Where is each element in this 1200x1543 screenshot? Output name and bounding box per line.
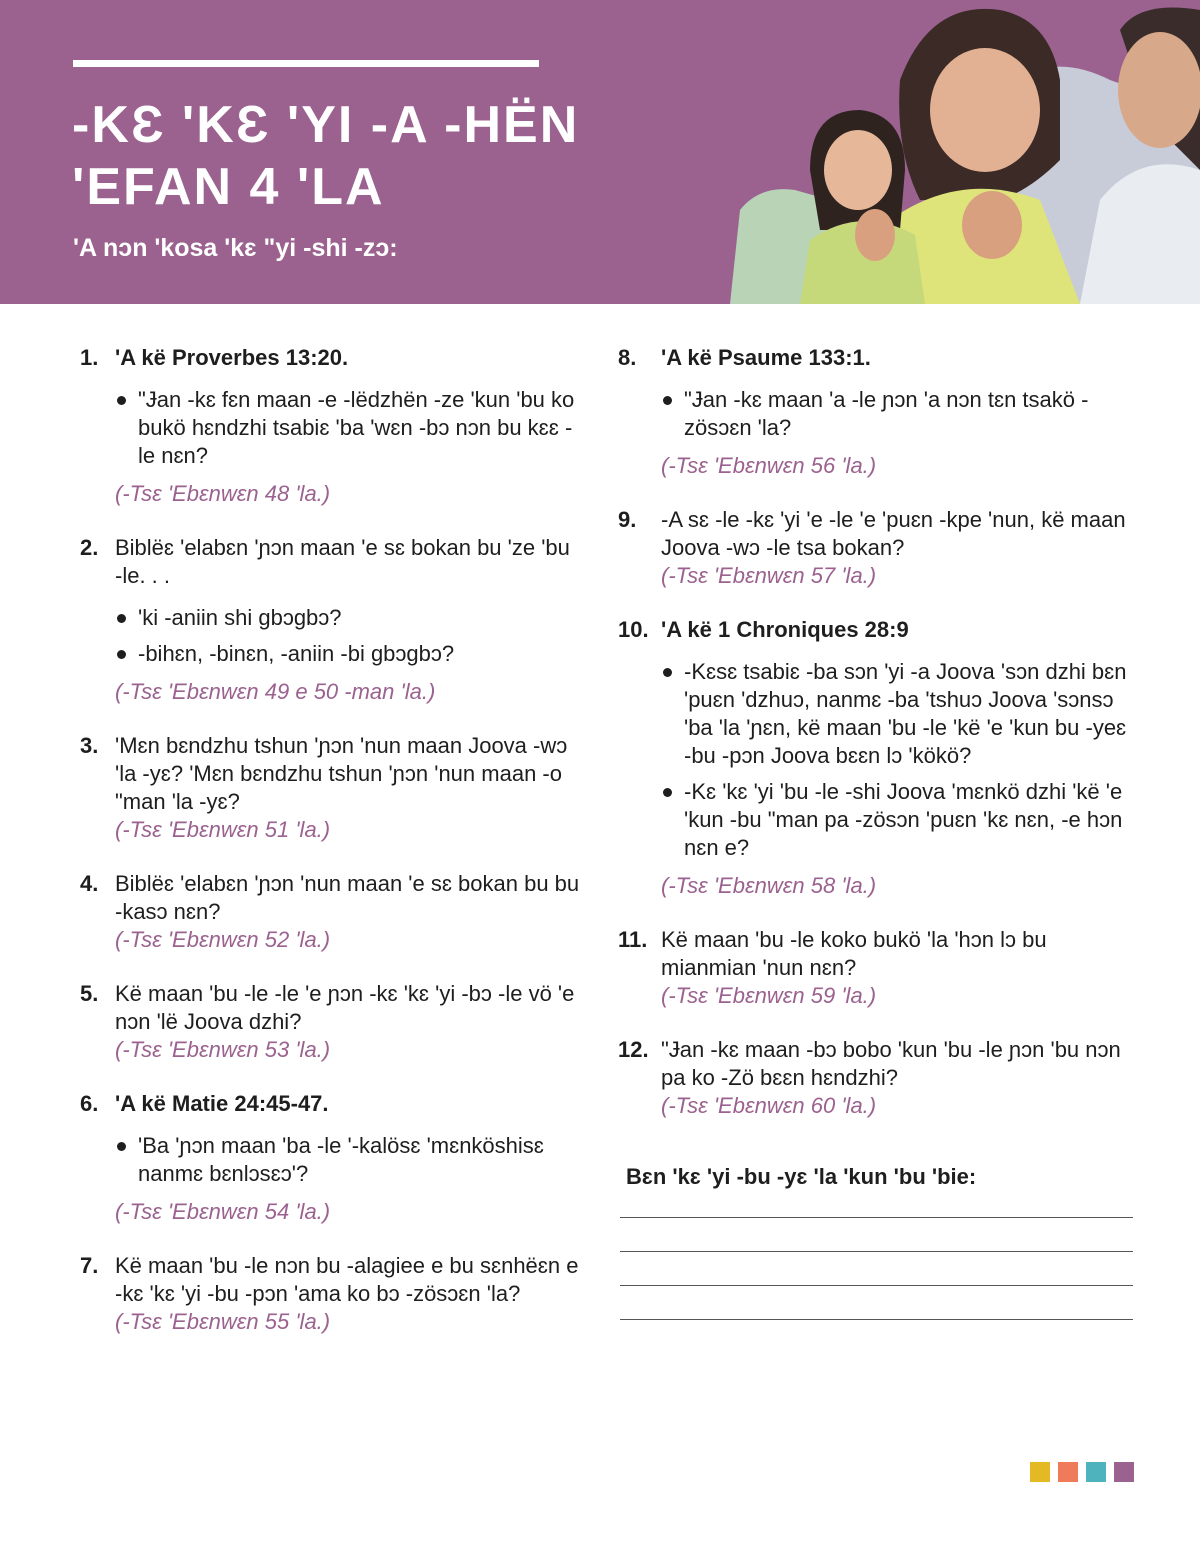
question-text: 'Mɛn bɛndzhu tshun 'ɲɔn 'nun maan Joova -wɔ 'la -yɛ? 'Mɛn bɛndzhu tshun 'ɲɔn 'nun maan -o "man 'la -yɛ? [115,733,568,814]
question-bullets [661,658,1138,862]
question-2 [80,534,580,706]
question-5 [80,980,580,1064]
bullet-item: 'Ba 'ɲɔn maan 'ba -le '-kalösɛ 'mɛnköshisɛ nanmɛ bɛnlɔsɛɔ'? [115,1132,580,1188]
bullet-item: -bihɛn, -binɛn, -aniin -bi gbɔgbɔ? [115,640,580,668]
paragraph-reference: (-Tsɛ 'Ebɛnwɛn 59 'la.) [661,983,877,1008]
paragraph-reference: (-Tsɛ 'Ebɛnwɛn 60 'la.) [661,1093,877,1118]
paragraph-reference: (-Tsɛ 'Ebɛnwɛn 58 'la.) [661,873,877,898]
question-number: 7. [80,1253,99,1278]
question-number: 5. [80,981,99,1006]
question-text: -A sɛ -le -kɛ 'yi 'e -le 'e 'puɛn -kpe 'nun, kë maan Joova -wɔ -le tsa bokan? [661,507,1126,560]
paragraph-reference: (-Tsɛ 'Ebɛnwɛn 52 'la.) [115,927,331,952]
bullet-item: -Kɛ 'kɛ 'yi 'bu -le -shi Joova 'mɛnkö dzhi 'kë 'e 'kun -bu "man pa -zösɔn 'puɛn 'kɛ nɛn, -e hɔn nɛn e? [661,778,1138,862]
title-line-1: -KƐ 'KƐ 'YI -A -HËN [72,96,580,154]
question-bullets [115,604,580,668]
question-1 [80,344,580,508]
question-text: Biblëɛ 'elabɛn 'ɲɔn maan 'e sɛ bokan bu 'ze 'bu -le. . . [115,535,570,588]
question-number: 2. [80,535,99,560]
question-text: Kë maan 'bu -le nɔn bu -alagiee e bu sɛnhëɛn e -kɛ 'kɛ 'yi -bu -pɔn 'ama ko bɔ -zösɔɛn 'la? [115,1253,579,1306]
question-text: Kë maan 'bu -le -le 'e ɲɔn -kɛ 'kɛ 'yi -bɔ -le vö 'e nɔn 'lë Joova dzhi? [115,981,575,1034]
page-subtitle: 'A nɔn 'kosa 'kɛ "yi -shi -zɔ: [73,234,398,262]
note-writing-line[interactable] [620,1319,1133,1320]
question-number: 6. [80,1091,99,1116]
question-text: 'A kë 1 Chroniques 28:9 [661,617,909,642]
question-12 [618,1036,1138,1120]
question-number: 11. [618,927,648,952]
paragraph-reference: (-Tsɛ 'Ebɛnwɛn 55 'la.) [115,1309,331,1334]
bullet-item: "Ɉan -kɛ fɛn maan -e -lëdzhën -ze 'kun 'bu ko bukö hɛndzhi tsabiɛ 'ba 'wɛn -bɔ nɔn bu kɛɛ -le nɛn? [115,386,580,470]
question-6 [80,1090,580,1226]
family-praying-illustration [700,0,1200,304]
note-writing-line[interactable] [620,1285,1133,1286]
bullet-item: -Kɛsɛ tsabiɛ -ba sɔn 'yi -a Joova 'sɔn dzhi bɛn 'puɛn 'dzhuɔ, nanmɛ -ba 'tshuɔ Joova 'sɔnsɔ 'ba 'la 'ɲɛn, kë maan 'bu -le 'kë 'e 'kun bu -yeɛ -bu -pɔn Joova bɛɛn lɔ 'kökö? [661,658,1138,770]
questions-right-column [618,344,1138,1146]
question-number: 8. [618,345,637,370]
swatch-orange [1058,1462,1078,1482]
question-9 [618,506,1138,590]
question-text: Biblëɛ 'elabɛn 'ɲɔn 'nun maan 'e sɛ bokan bu bu -kasɔ nɛn? [115,871,580,924]
notes-label: Bɛn 'kɛ 'yi -bu -yɛ 'la 'kun 'bu 'bie: [626,1164,977,1189]
question-7 [80,1252,580,1336]
header-rule [73,60,539,67]
paragraph-reference: (-Tsɛ 'Ebɛnwɛn 53 'la.) [115,1037,331,1062]
question-text: Kë maan 'bu -le koko bukö 'la 'hɔn lɔ bu mianmian 'nun nɛn? [661,927,1047,980]
swatch-purple [1114,1462,1134,1482]
paragraph-reference: (-Tsɛ 'Ebɛnwɛn 57 'la.) [661,563,877,588]
paragraph-reference: (-Tsɛ 'Ebɛnwɛn 51 'la.) [115,817,331,842]
question-number: 10. [618,617,649,642]
question-number: 9. [618,507,637,532]
header-banner [0,0,1200,304]
question-number: 3. [80,733,99,758]
question-bullets [115,1132,580,1188]
note-writing-line[interactable] [620,1251,1133,1252]
question-text: 'A kë Matie 24:45-47. [115,1091,329,1116]
paragraph-reference: (-Tsɛ 'Ebɛnwɛn 54 'la.) [115,1199,331,1224]
question-text: 'A kë Psaume 133:1. [661,345,871,370]
question-10 [618,616,1138,900]
question-text: 'A kë Proverbes 13:20. [115,345,349,370]
bullet-item: 'ki -aniin shi gbɔgbɔ? [115,604,580,632]
swatch-yellow [1030,1462,1050,1482]
color-swatches [1030,1462,1134,1482]
question-11 [618,926,1138,1010]
swatch-teal [1086,1462,1106,1482]
question-number: 12. [618,1037,649,1062]
paragraph-reference: (-Tsɛ 'Ebɛnwɛn 49 e 50 -man 'la.) [115,679,436,704]
question-8 [618,344,1138,480]
questions-left-column [80,344,580,1362]
question-bullets [661,386,1138,442]
page-title [72,94,579,218]
question-number: 4. [80,871,99,896]
question-number: 1. [80,345,99,370]
paragraph-reference: (-Tsɛ 'Ebɛnwɛn 56 'la.) [661,453,877,478]
question-bullets [115,386,580,470]
question-3 [80,732,580,844]
bullet-item: "Ɉan -kɛ maan 'a -le ɲɔn 'a nɔn tɛn tsakö -zösɔɛn 'la? [661,386,1138,442]
title-line-2: 'EFAN 4 'LA [72,158,385,216]
paragraph-reference: (-Tsɛ 'Ebɛnwɛn 48 'la.) [115,481,331,506]
note-writing-line[interactable] [620,1217,1133,1218]
question-text: "Ɉan -kɛ maan -bɔ bobo 'kun 'bu -le ɲɔn 'bu nɔn pa ko -Zö bɛɛn hɛndzhi? [661,1037,1121,1090]
question-4 [80,870,580,954]
